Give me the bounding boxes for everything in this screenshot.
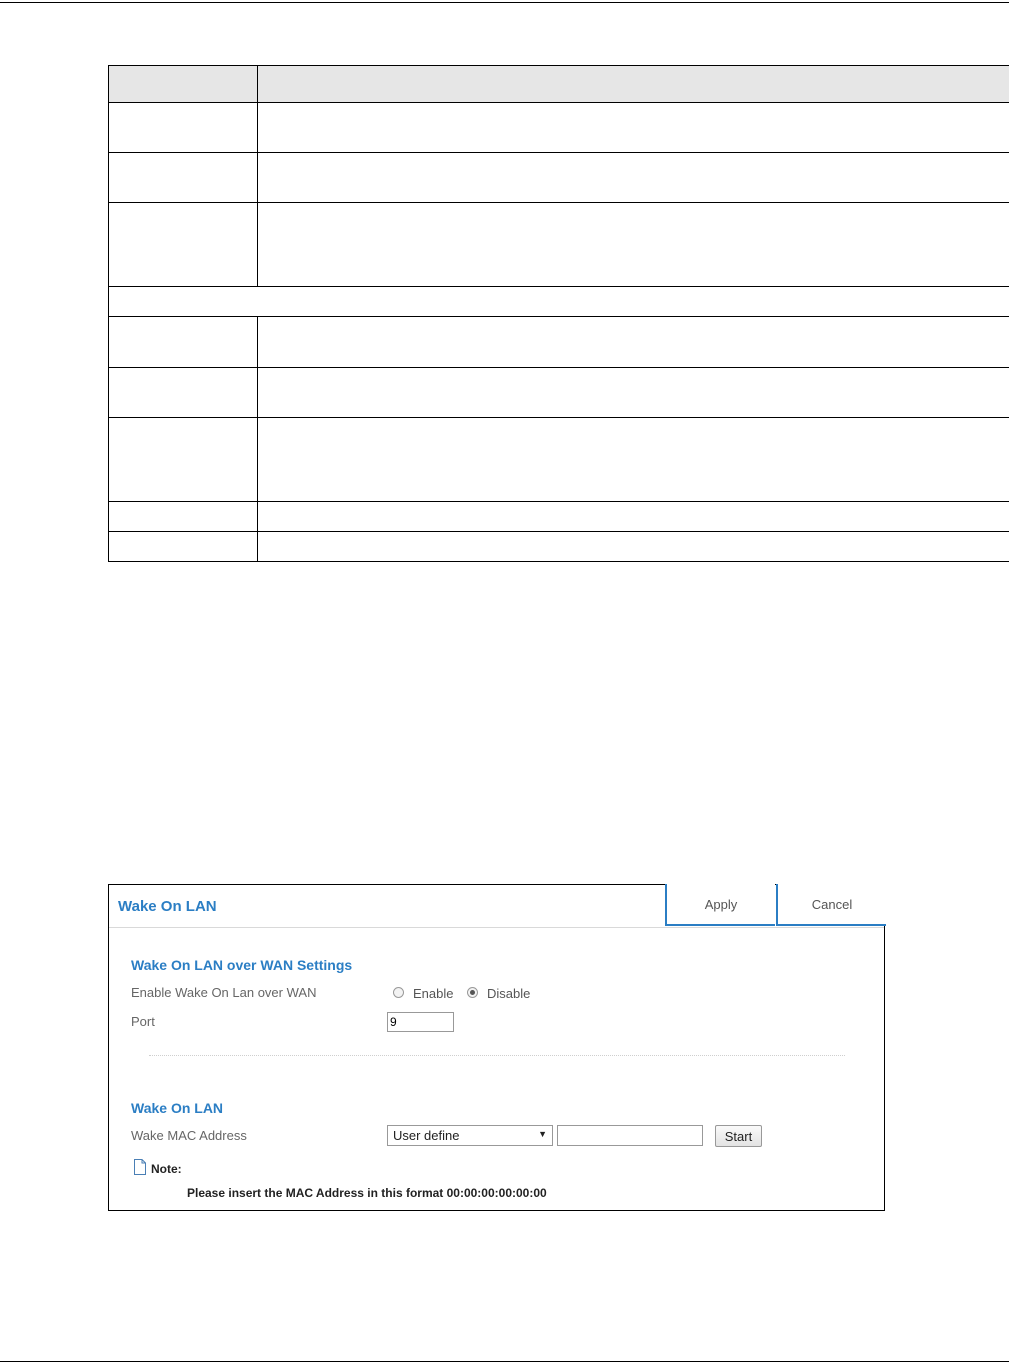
table-header-cell [258, 66, 1009, 103]
table-row [109, 532, 1009, 562]
table-row [109, 103, 1009, 153]
enable-radio[interactable] [393, 987, 404, 998]
table-header-row [109, 66, 1009, 103]
table-row [109, 153, 1009, 203]
panel-title: Wake On LAN [118, 898, 217, 915]
table-header-cell [109, 66, 258, 103]
enable-wol-wan-label: Enable Wake On Lan over WAN [131, 985, 317, 1000]
section-divider [149, 1055, 845, 1056]
apply-button[interactable]: Apply [665, 884, 775, 926]
port-input[interactable]: 9 [387, 1012, 454, 1032]
table-row [109, 203, 1009, 287]
note-text: Please insert the MAC Address in this format 00:00:00:00:00:00 [187, 1186, 547, 1200]
document-icon [134, 1159, 146, 1175]
enable-radio-label[interactable]: Enable [413, 986, 454, 1001]
mac-select-value: User define [393, 1128, 460, 1143]
reference-table [108, 65, 1009, 562]
table-row [109, 502, 1009, 532]
page-top-rule [0, 2, 1009, 3]
wol-section-title: Wake On LAN [131, 1100, 224, 1116]
page-bottom-rule [0, 1361, 1009, 1362]
chevron-down-icon: ▼ [538, 1129, 547, 1139]
wake-mac-label: Wake MAC Address [131, 1128, 247, 1143]
table-section-row [109, 287, 1009, 317]
disable-radio[interactable] [467, 987, 478, 998]
note-label: Note: [151, 1162, 182, 1176]
cancel-button[interactable]: Cancel [776, 884, 886, 926]
table-row [109, 418, 1009, 502]
mac-address-input[interactable] [557, 1125, 703, 1146]
table-row [109, 317, 1009, 368]
mac-select[interactable] [387, 1125, 553, 1146]
start-button[interactable]: Start [715, 1125, 762, 1147]
wan-settings-title: Wake On LAN over WAN Settings [131, 957, 353, 973]
table-row [109, 368, 1009, 418]
wake-on-lan-panel [108, 884, 885, 1211]
panel-header [109, 885, 884, 928]
port-label: Port [131, 1014, 155, 1029]
disable-radio-label[interactable]: Disable [487, 986, 531, 1001]
